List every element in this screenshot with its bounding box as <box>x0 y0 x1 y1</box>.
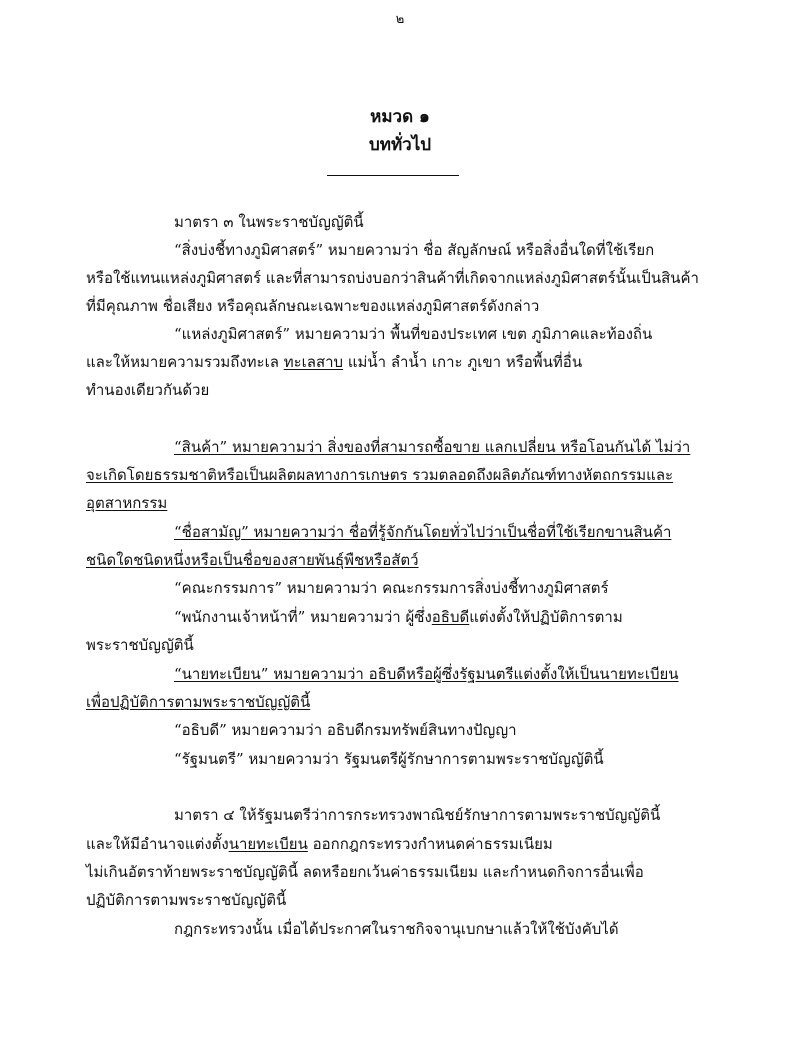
amended-text-line: “สินค้า” หมายความว่า สิ่งของที่สามารถซื้อขาย แลกเปลี่ยน หรือโอนกันได้ ไม่ว่า <box>174 438 691 456</box>
text-line: ปฏิบัติการตามพระราชบัญญัตินี้ <box>86 891 287 909</box>
text-fragment: “พนักงานเจ้าหน้าที่” หมายความว่า ผู้ซึ่ง <box>174 608 432 626</box>
amended-text-line: จะเกิดโดยธรรมชาติหรือเป็นผลิตผลทางการเกษตร รวมตลอดถึงผลิตภัณฑ์ทางหัตถกรรมและ <box>86 466 674 484</box>
amended-text-line: ชนิดใดชนิดหนึ่งหรือเป็นชื่อของสายพันธุ์พืชหรือสัตว์ <box>86 551 419 569</box>
text-line: หรือใช้แทนแหล่งภูมิศาสตร์ และที่สามารถบ่งบอกว่าสินค้าที่เกิดจากแหล่งภูมิศาสตร์นั้นเป็นสินค้า <box>86 269 699 287</box>
text-line: ที่มีคุณภาพ ชื่อเสียง หรือคุณลักษณะเฉพาะของแหล่งภูมิศาสตร์ดังกล่าว <box>86 297 540 315</box>
amended-text-line: “ชื่อสามัญ” หมายความว่า ชื่อที่รู้จักกันโดยทั่วไปว่าเป็นชื่อที่ใช้เรียกขานสินค้า <box>174 523 672 541</box>
text-line: “คณะกรรมการ” หมายความว่า คณะกรรมการสิ่งบ่งชี้ทางภูมิศาสตร์ <box>174 579 609 597</box>
text-line: พระราชบัญญัตินี้ <box>86 636 194 654</box>
amended-text-line: “นายทะเบียน” หมายความว่า อธิบดีหรือผู้ซึ่งรัฐมนตรีแต่งตั้งให้เป็นนายทะเบียน <box>174 665 679 683</box>
inserted-text: ทะเลสาบ <box>283 353 344 371</box>
text-fragment: และให้มีอำนาจแต่งตั้ง <box>86 835 229 853</box>
inserted-text: อธิบดี <box>431 608 470 626</box>
text-line <box>86 834 553 854</box>
heading-divider <box>327 175 459 176</box>
text-fragment: ออกกฎกระทรวงกำหนดค่าธรรมเนียม <box>307 835 553 853</box>
text-line: “แหล่งภูมิศาสตร์” หมายความว่า พื้นที่ของประเทศ เขต ภูมิภาคและท้องถิ่น <box>174 325 653 343</box>
section-3-heading: มาตรา ๓ ในพระราชบัญญัตินี้ <box>174 213 364 231</box>
amended-text-line: อุตสาหกรรม <box>86 494 168 512</box>
text-line <box>86 352 582 372</box>
chapter-title: บททั่วไป <box>368 135 432 155</box>
inserted-text: นายทะเบียน <box>228 835 308 853</box>
text-line: ทำนองเดียวกันด้วย <box>86 381 210 399</box>
text-fragment: แม่น้ำ ลำน้ำ เกาะ ภูเขา หรือพื้นที่อื่น <box>343 353 583 371</box>
text-fragment: แต่งตั้งให้ปฏิบัติการตาม <box>469 608 623 626</box>
chapter-heading: หมวด ๑ <box>370 107 430 127</box>
text-line: ไม่เกินอัตราท้ายพระราชบัญญัตินี้ ลดหรือยกเว้นค่าธรรมเนียม และกำหนดกิจการอื่นเพื่อ <box>86 863 644 881</box>
text-line: กฎกระทรวงนั้น เมื่อได้ประกาศในราชกิจจานุเบกษาแล้วให้ใช้บังคับได้ <box>174 920 619 938</box>
page-number: ๒ <box>395 12 405 27</box>
amended-text-line: เพื่อปฏิบัติการตามพระราชบัญญัตินี้ <box>86 693 311 711</box>
section-4-heading: มาตรา ๔ ให้รัฐมนตรีว่าการกระทรวงพาณิชย์รักษาการตามพระราชบัญญัตินี้ <box>174 806 661 824</box>
text-line: “รัฐมนตรี” หมายความว่า รัฐมนตรีผู้รักษาการตามพระราชบัญญัตินี้ <box>174 750 604 768</box>
text-fragment: และให้หมายความรวมถึงทะเล <box>86 353 284 371</box>
text-line <box>174 607 623 627</box>
text-line: “สิ่งบ่งชี้ทางภูมิศาสตร์” หมายความว่า ชื่อ สัญลักษณ์ หรือสิ่งอื่นใดที่ใช้เรียก <box>174 241 655 259</box>
text-line: “อธิบดี” หมายความว่า อธิบดีกรมทรัพย์สินทางปัญญา <box>174 721 517 739</box>
